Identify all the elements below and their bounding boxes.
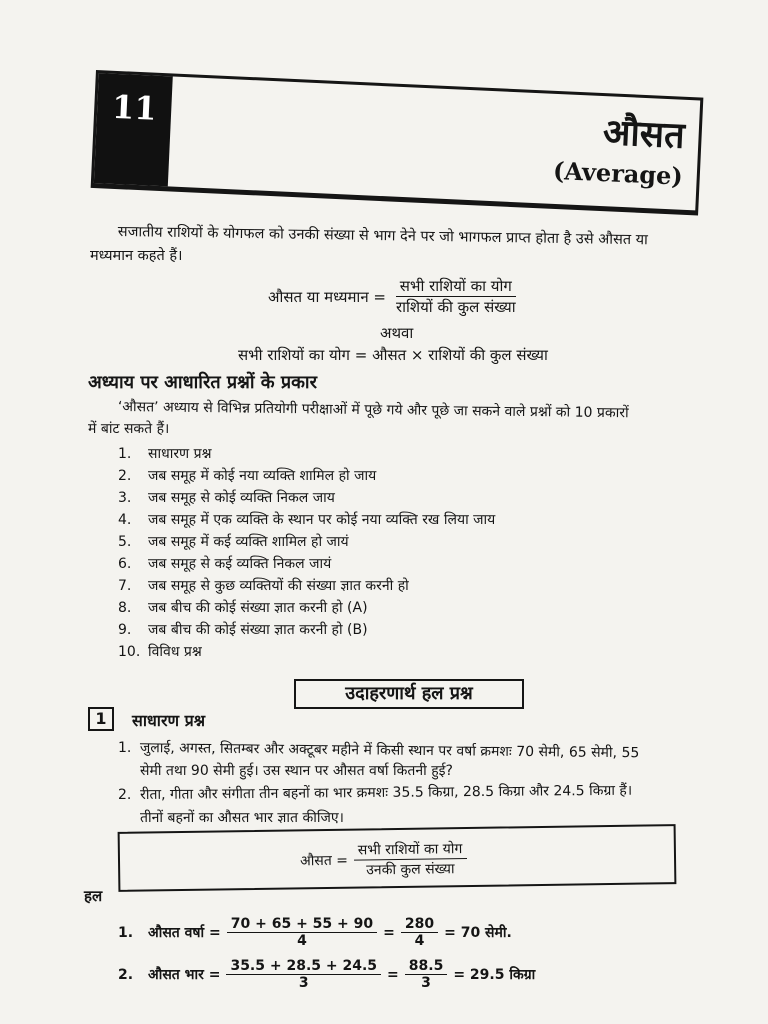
definition-fraction [392, 276, 520, 317]
list-item: 7. जब समूह से कुछ व्यक्तियों की संख्या ज्ञात करनी हो [118, 578, 409, 594]
solution-fraction-2 [405, 958, 448, 991]
section-title: साधारण प्रश्न [132, 711, 206, 730]
chapter-number: 11 [94, 73, 173, 186]
list-item: 10. विविध प्रश्न [118, 644, 202, 660]
list-item: 5. जब समूह में कई व्यक्ति शामिल हो जायं [118, 534, 349, 550]
formula-lhs: औसत = [299, 852, 349, 870]
chapter-subtitle: (Average) [552, 155, 684, 191]
formula-box [118, 824, 677, 892]
question-text: जुलाई, अगस्त, सितम्बर और अक्टूबर महीने में किसी स्थान पर वर्षा क्रमशः 70 सेमी, 65 सेमी, 55 [139, 739, 640, 762]
section-number: 1 [88, 707, 114, 731]
list-item: 4. जब समूह में एक व्यक्ति के स्थान पर कोई नया व्यक्ति रख लिया जाय [118, 512, 496, 528]
list-item: 6. जब समूह से कई व्यक्ति निकल जायं [118, 556, 332, 572]
formula-numerator: सभी राशियों का योग [354, 839, 467, 861]
solution-label: हल [84, 887, 103, 905]
solution-fraction-2 [401, 916, 438, 949]
fraction-denominator: 4 [297, 933, 307, 949]
formula [300, 839, 467, 880]
intro-line-2: मध्यमान कहते हैं। [90, 248, 183, 264]
solution-number: 1. [118, 924, 134, 941]
solution-fraction-1 [226, 958, 381, 991]
fraction-denominator: 4 [414, 933, 425, 949]
fraction-numerator: 70 + 65 + 55 + 90 [227, 916, 377, 933]
formula-fraction [354, 839, 467, 880]
solution-lhs: औसत भार = [148, 967, 221, 983]
fraction-numerator: 88.5 [405, 958, 448, 975]
list-item: 9. जब बीच की कोई संख्या ज्ञात करनी हो (B) [118, 622, 368, 638]
fraction-numerator: 280 [401, 916, 438, 933]
definition-alt: सभी राशियों का योग = औसत × राशियों की कुल संख्या [238, 346, 548, 364]
formula-denominator: उनकी कुल संख्या [366, 861, 455, 879]
chapter-title: औसत [602, 112, 686, 157]
types-heading: अध्याय पर आधारित प्रश्नों के प्रकार [88, 372, 317, 393]
definition-numerator: सभी राशियों का योग [396, 276, 516, 297]
definition-formula [268, 276, 520, 317]
solution-fraction-1 [227, 916, 377, 949]
examples-heading: उदाहरणार्थ हल प्रश्न [294, 679, 524, 709]
list-item: 3. जब समूह से कोई व्यक्ति निकल जाय [118, 490, 335, 506]
solution-result: = 29.5 किग्रा [453, 967, 536, 983]
question-text: रीता, गीता और संगीता तीन बहनों का भार क्रमशः 35.5 किग्रा, 28.5 किग्रा और 24.5 किग्रा हैं। [140, 782, 633, 803]
solution-lhs: औसत वर्षा = [148, 925, 221, 941]
solution-2 [118, 958, 535, 991]
types-intro-line-2: में बांट सकते हैं। [88, 421, 170, 437]
types-intro-line-1: ‘औसत’ अध्याय से विभिन्न प्रतियोगी परीक्षाओं में पूछे गये और पूछे जा सकने वाले प्रश्नों को 10 प्रकारों [117, 398, 629, 422]
chapter-header [91, 70, 704, 215]
equals-sign: = [387, 966, 399, 983]
question-text: तीनों बहनों का औसत भार ज्ञात कीजिए। [140, 810, 344, 826]
question-number: 2. [118, 787, 132, 803]
list-item: 1. साधारण प्रश्न [118, 446, 212, 462]
solution-result: = 70 सेमी. [444, 925, 512, 941]
list-item: 8. जब बीच की कोई संख्या ज्ञात करनी हो (A) [118, 600, 368, 616]
fraction-denominator: 3 [421, 975, 431, 991]
list-item: 2. जब समूह में कोई नया व्यक्ति शामिल हो जाय [118, 468, 377, 484]
types-list [118, 443, 495, 663]
definition-or: अथवा [380, 324, 414, 342]
fraction-numerator: 35.5 + 28.5 + 24.5 [226, 958, 381, 975]
fraction-denominator: 3 [298, 975, 309, 991]
question-number: 1. [118, 740, 132, 756]
solution-1 [118, 916, 512, 949]
solution-number: 2. [118, 966, 134, 983]
question-text: सेमी तथा 90 सेमी हुई। उस स्थान पर औसत वर्षा कितनी हुई? [140, 763, 453, 779]
intro-line-1: सजातीय राशियों के योगफल को उनकी संख्या से भाग देने पर जो भागफल प्राप्त होता है उसे औसत या [117, 223, 648, 249]
equals-sign: = [383, 924, 395, 941]
definition-denominator: राशियों की कुल संख्या [395, 298, 516, 316]
definition-lhs: औसत या मध्यमान = [268, 287, 386, 306]
